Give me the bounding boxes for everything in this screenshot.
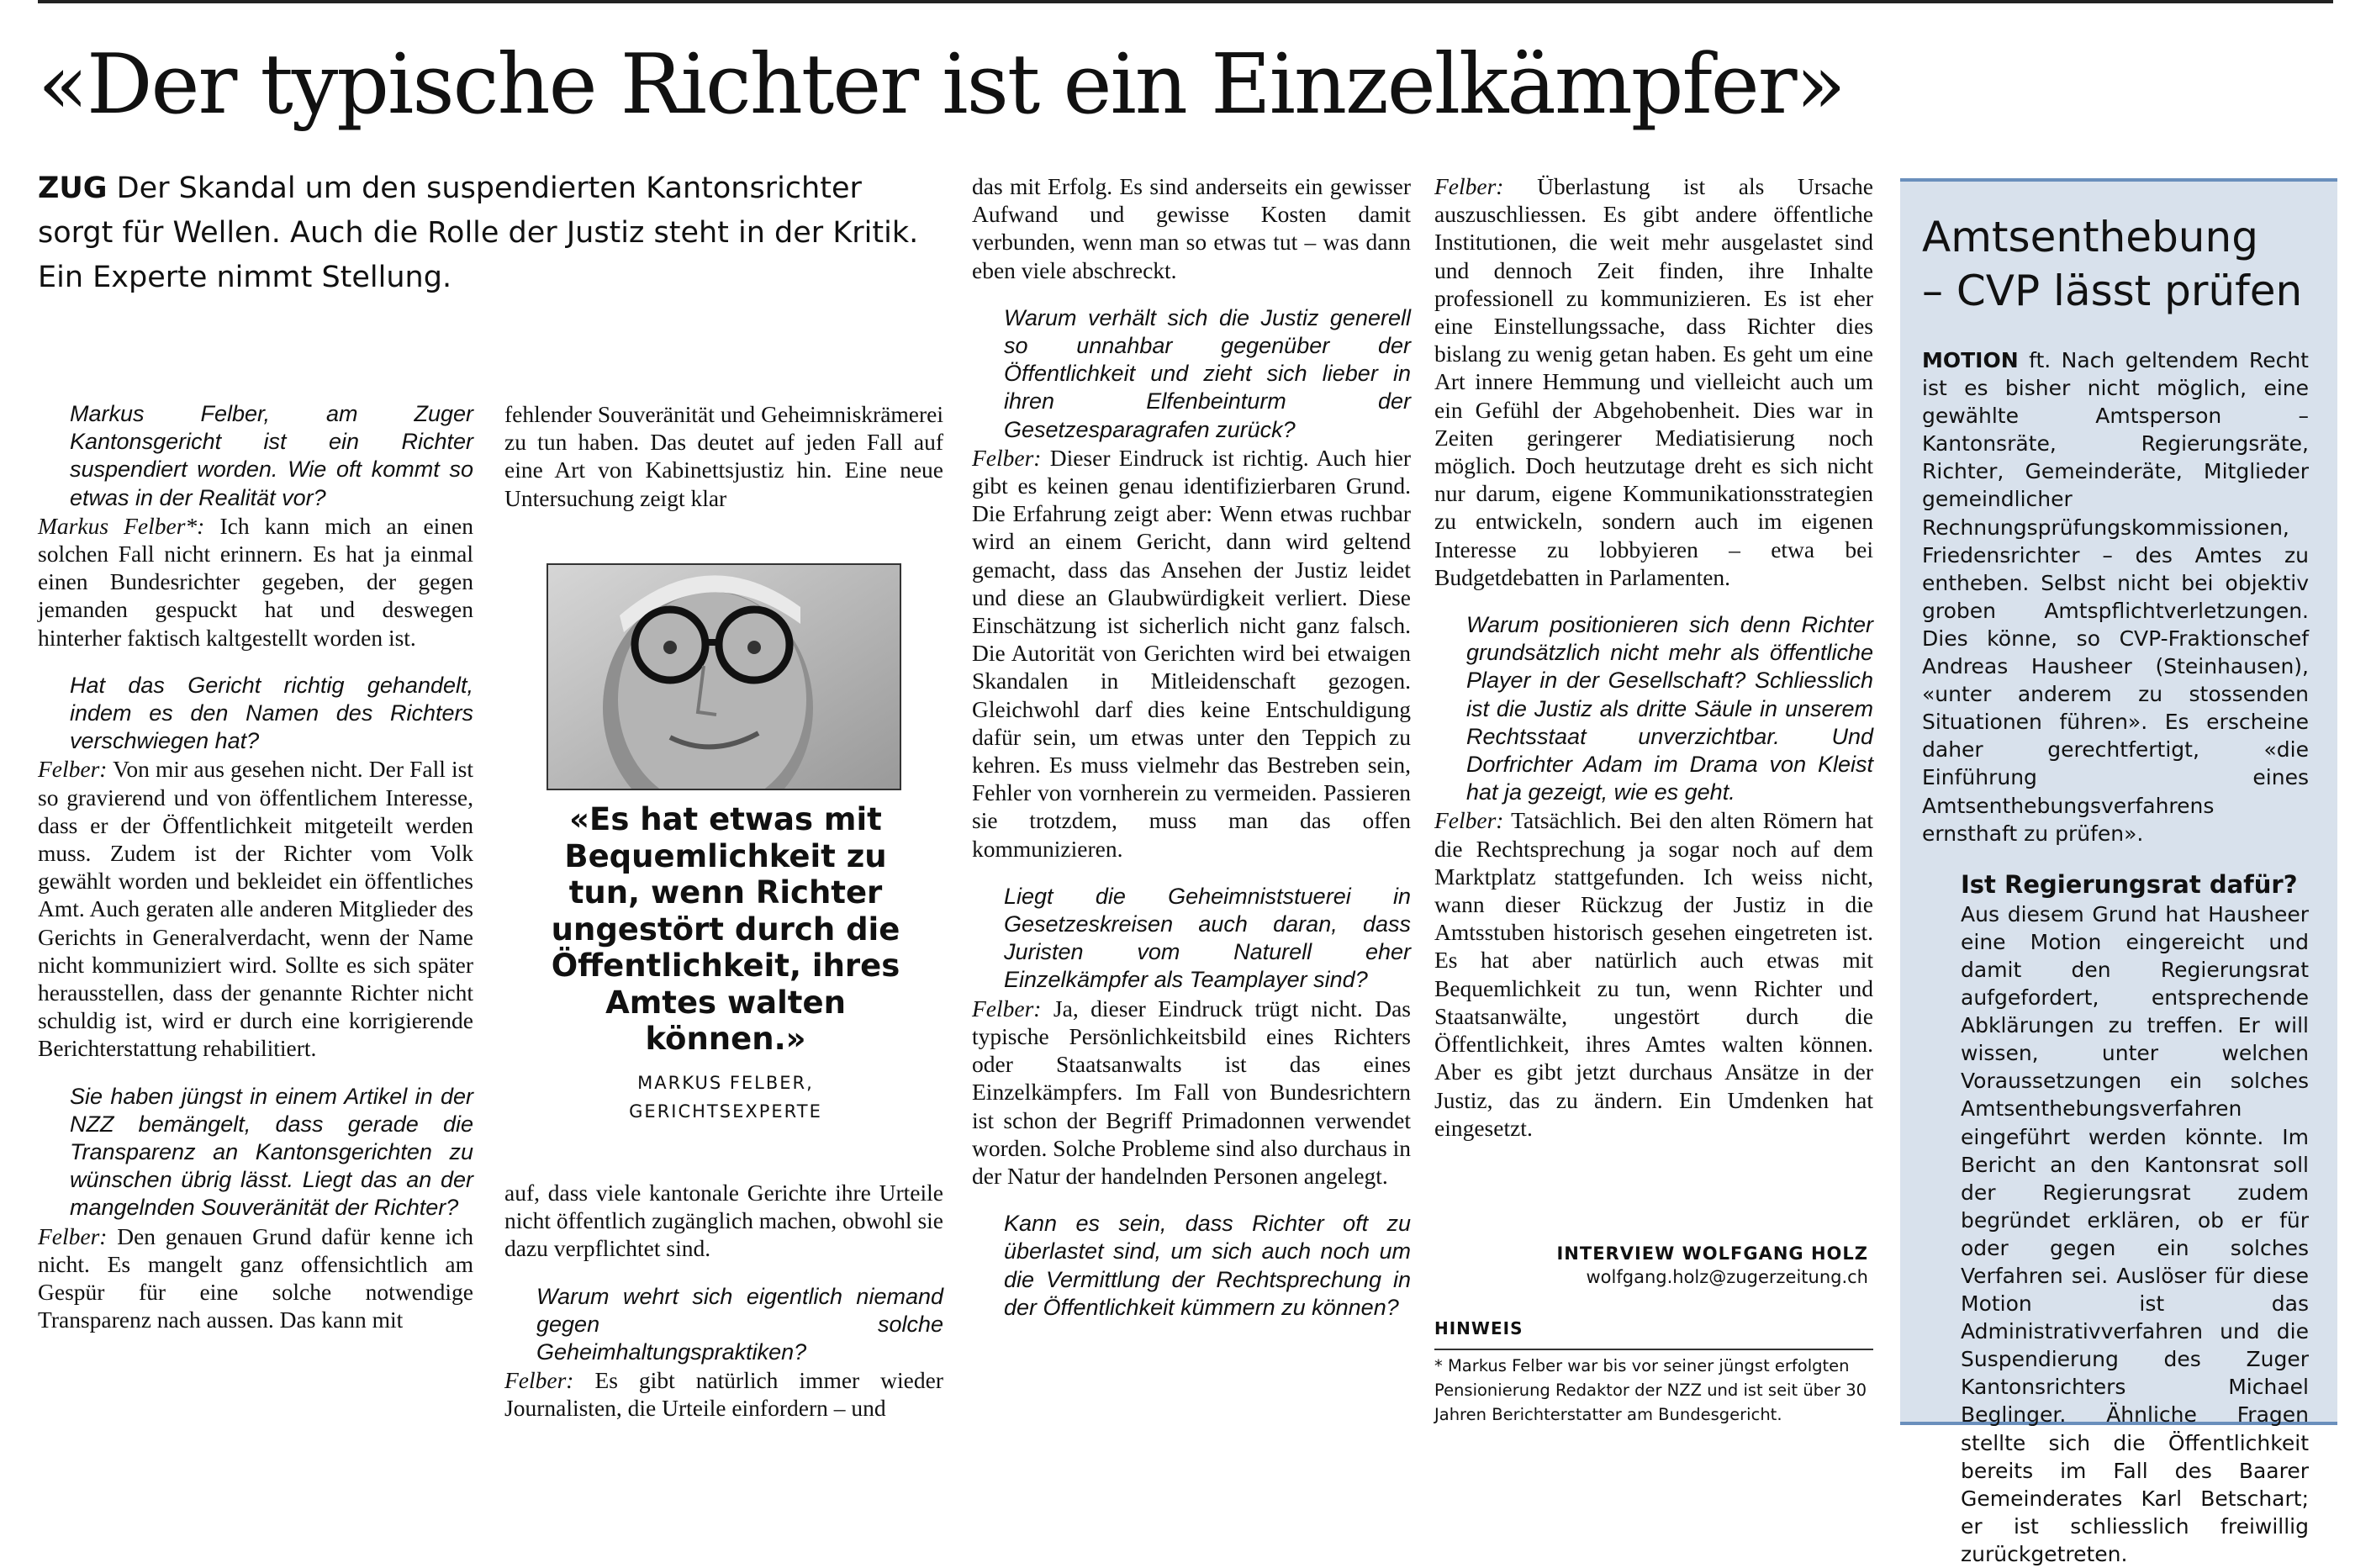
pull-quote-role: GERICHTSEXPERTE <box>629 1101 822 1122</box>
speaker-label: Felber: <box>972 444 1042 471</box>
answer: Felber: Es gibt natürlich immer wieder Journalisten, die Urteile einfordern – und <box>504 1367 943 1422</box>
question: Markus Felber, am Zuger Kantonsgericht ist ein Richter suspendiert worden. Wie oft kommt so etwas in der Realität vor? <box>70 401 473 510</box>
speaker-label: Felber: <box>1434 173 1504 199</box>
column-2-bottom <box>504 1179 943 1423</box>
answer: Felber: Den genauen Grund dafür kenne ich nicht. Es mangelt ganz offensichtlich am Gespür für eine solche notwendige Transparenz nach aussen. Das kann mit <box>38 1222 474 1333</box>
sidebar-kicker: MOTION <box>1922 348 2019 372</box>
sidebar-title <box>1922 210 2326 318</box>
answer: Felber: Von mir aus gesehen nicht. Der Fall ist so gravierend und von öffentlichem Interesse, dass er der Öffentlichkeit mitgeteilt werden muss. Zudem ist der Richter vom Volk gewählt worden und bekleidet ein öffentliches Amt. Auch geraten alle anderen Mitglieder des Gerichts in Generalverdacht, wenn der Name nicht kommuniziert wird. Sollte es sich später herausstellen, dass der genannte Richter nicht schuldig ist, wird er durch eine korrigierende Berichterstattung rehabilitiert. <box>38 756 473 1062</box>
sidebar-box <box>1900 178 2337 1566</box>
answer: Felber: Ja, dieser Eindruck trügt nicht. Das typische Persönlichkeitsbild eines Richters oder Staatsanwalts ist das eines Einzelkämpfers. Im Fall von Bundesrichtern ist schon der Begriff Primadonnen verwendet worden. Solche Probleme sind also durchaus in der Natur der handelnden Personen angelegt. <box>972 995 1411 1189</box>
pull-quote-name: MARKUS FELBER, <box>637 1073 814 1093</box>
sidebar-title-line-1: Amtsenthebung <box>1922 213 2258 261</box>
sidebar-subhead: Ist Regierungsrat dafür? <box>1961 869 2298 899</box>
sidebar-body <box>1922 346 2309 1568</box>
sidebar-paragraph-1: MOTION ft. Nach geltendem Recht ist es bisher nicht möglich, eine gewählte Amtsperson – Kantonsräte, Regierungsräte, Richter, Gemeinderäte, Mitglieder gemeindlicher Rechnungsprüfungskommissionen, Friedensrichter – des Amtes zu entheben. Selbst nicht bei objektiv groben Amtspflichtverletzungen. Dies könne, so CVP-Fraktionschef Andreas Hausheer (Steinhausen), «unter anderem zu stossenden Situationen führen». Es erscheine daher gerechtfertigt, «die Einführung eines Amtsenthebungsverfahrens ernsthaft zu prüfen». <box>1922 348 2309 846</box>
sidebar-title-line-2: – CVP lässt prüfen <box>1922 267 2303 315</box>
pull-quote: «Es hat etwas mit Bequemlichkeit zu tun, wenn Richter ungestört durch die Öffentlichkeit, ihres Amtes walten können.» <box>551 801 900 1057</box>
question: Warum positionieren sich denn Richter grundsätzlich nicht mehr als öffentliche Player in der Gesellschaft? Schliesslich ist die Justiz als dritte Säule in unserem Rechtsstaat unverzichtbar. Und Dorfrichter Adam im Drama von Kleist hat ja gezeigt, wie es geht. <box>1466 612 1873 805</box>
speaker-label: Felber: <box>504 1367 574 1394</box>
speaker-label: Felber: <box>38 756 108 783</box>
portrait-image <box>548 565 900 789</box>
pull-quote-attribution <box>536 1069 915 1126</box>
question: Warum verhält sich die Justiz generell so unnahbar gegenüber der Öffentlichkeit und zieht sich lieber in ihren Elfenbeinturm der Gesetzesparagrafen zurück? <box>1004 304 1411 442</box>
lead-text: Der Skandal um den suspendierten Kantonsrichter sorgt für Wellen. Auch die Rolle der Justiz steht in der Kritik. Ein Experte nimmt Stellung. <box>38 172 919 294</box>
speaker-label: Markus Felber*: <box>38 512 205 539</box>
byline-email[interactable]: wolfgang.holz@zugerzeitung.ch <box>1586 1267 1868 1287</box>
question: Hat das Gericht richtig gehandelt, indem es den Namen des Richters verschwiegen hat? <box>70 672 473 754</box>
column-4 <box>1434 172 1873 1142</box>
question: Liegt die Geheimniststuerei in Gesetzeskreisen auch daran, dass Juristen vom Naturell eher Einzelkämpfer als Teamplayer sind? <box>1004 883 1411 993</box>
lead <box>38 166 946 300</box>
byline-name: INTERVIEW WOLFGANG HOLZ <box>1556 1243 1868 1264</box>
byline <box>1434 1242 1868 1289</box>
question: Sie haben jüngst in einem Artikel in der NZZ bemängelt, dass gerade die Transparenz an Kantonsgerichten zu wünschen übrig lässt. Liegt das an der mangelnden Souveränität der Richter? <box>70 1083 473 1221</box>
note-label: HINWEIS <box>1434 1318 1523 1338</box>
lead-location: ZUG <box>38 172 108 205</box>
column-1 <box>38 400 473 1334</box>
portrait-photo <box>547 563 901 790</box>
sidebar-paragraph-2: Aus diesem Grund hat Hausheer eine Motion eingereicht und damit den Regierungsrat aufgefordert, entsprechende Abklärungen zu treffen. Er will wissen, unter welchen Voraussetzungen ein solches Amtsenthebungsverfahren eingeführt werden könnte. Im Bericht an den Kantonsrat soll der Regierungsrat zudem begründet erklären, ob er für oder gegen ein solches Verfahren sei. Auslöser für diese Motion ist das Administrativverfahren und die Suspendierung des Zuger Kantonsrichters Michael Beglinger. Ähnliche Fragen stellte sich die Öffentlichkeit bereits im Fall des Baarer Gemeinderates Karl Betschart; er ist schliesslich freiwillig zurückgetreten. <box>1961 901 2309 1566</box>
note-divider <box>1434 1349 1873 1350</box>
note-text: * Markus Felber war bis vor seiner jüngst erfolgten Pensionierung Redaktor der NZZ und ist seit über 30 Jahren Berichterstatter am Bundesgericht. <box>1434 1356 1867 1424</box>
top-rule <box>38 0 2333 3</box>
answer: Markus Felber*: Ich kann mich an einen solchen Fall nicht erinnern. Es hat ja einmal einen Bundesrichter gegeben, der gegen jemanden gespuckt hat und deswegen hinterher faktisch kaltgestellt worden ist. <box>38 512 473 651</box>
speaker-label: Felber: <box>1434 807 1504 834</box>
question: Warum wehrt sich eigentlich niemand gegen solche Geheimhaltungspraktiken? <box>536 1283 943 1365</box>
speaker-label: Felber: <box>38 1222 108 1249</box>
answer: Felber: Tatsächlich. Bei den alten Römern hat die Rechtsprechung ja sogar noch auf dem Marktplatz stattgefunden. Ich weiss nicht, wann dieser Rückzug der Justiz in die Amtsstuben historisch gesehen eingetreten ist. Es hat aber natürlich auch etwas mit Bequemlichkeit zu tun, wenn Richter und Staatsanwälte, ungestört durch die Öffentlichkeit, ihres Amtes walten können. Aber es gibt jetzt durchaus Ansätze in der Justiz, das zu ändern. Ein Umdenken hat eingesetzt. <box>1434 807 1873 1141</box>
column-2-top <box>504 400 943 512</box>
answer: Felber: Dieser Eindruck ist richtig. Auch hier gibt es keinen genau identifizierbaren Grund. Die Erfahrung zeigt aber: Wenn etwas ruchbar wird an einem Gericht, dann wird geltend gemacht, dass das Ansehen der Justiz leidet und diese an Glaubwürdigkeit verliert. Diese Einschätzung ist sicherlich nicht ganz falsch. Die Autorität von Gerichten wird bei etwaigen Skandalen in Mitleidenschaft gezogen. Gleichwohl darf dies keine Entschuldigung dafür sein, um etwas unter den Teppich zu kehren. Es muss vielmehr das Bestreben sein, Fehler von vornherein zu vermeiden. Passieren sie trotzdem, muss man das offen kommunizieren. <box>972 444 1411 862</box>
answer-continued: auf, dass viele kantonale Gerichte ihre Urteile nicht öffentlich zugänglich machen, obwohl sie dazu verpflichtet sind. <box>504 1180 943 1262</box>
speaker-label: Felber: <box>972 995 1042 1022</box>
answer-continued: das mit Erfolg. Es sind anderseits ein gewisser Aufwand und gewisse Kosten damit verbunden, wenn man so etwas tut – was dann eben viele abschreckt. <box>972 173 1411 283</box>
answer: Felber: Überlastung ist als Ursache auszuschliessen. Es gibt andere öffentliche Institutionen, die weit mehr ausgelastet sind und dennoch Zeit finden, ihre Inhalte professionell zu kommunizieren. Es ist eher eine Einstellungssache, dass Richter dies bislang zu wenig getan haben. Es geht um eine Art innere Hemmung und vielleicht auch um ein Gefühl der Abgehobenheit. Dies war in Zeiten geringerer Mediatisierung noch möglich. Doch heutzutage dreht es sich nicht nur darum, eigene Kommunikationsstrategien zu entwickeln, sondern auch im eigenen Interesse zu lobbyieren – etwa bei Budgetdebatten in Parlamenten. <box>1434 173 1873 590</box>
answer-continued: fehlender Souveränität und Geheimniskrämerei zu tun haben. Das deutet auf jeden Fall auf eine Art von Kabinettsjustiz hin. Eine neue Untersuchung zeigt klar <box>504 401 943 511</box>
column-3 <box>972 172 1411 1322</box>
headline: «Der typische Richter ist ein Einzelkämpfer» <box>38 37 1845 133</box>
question: Kann es sein, dass Richter oft zu überlastet sind, um sich auch noch um die Vermittlung der Rechtsprechung in der Öffentlichkeit kümmern zu können? <box>1004 1211 1411 1320</box>
